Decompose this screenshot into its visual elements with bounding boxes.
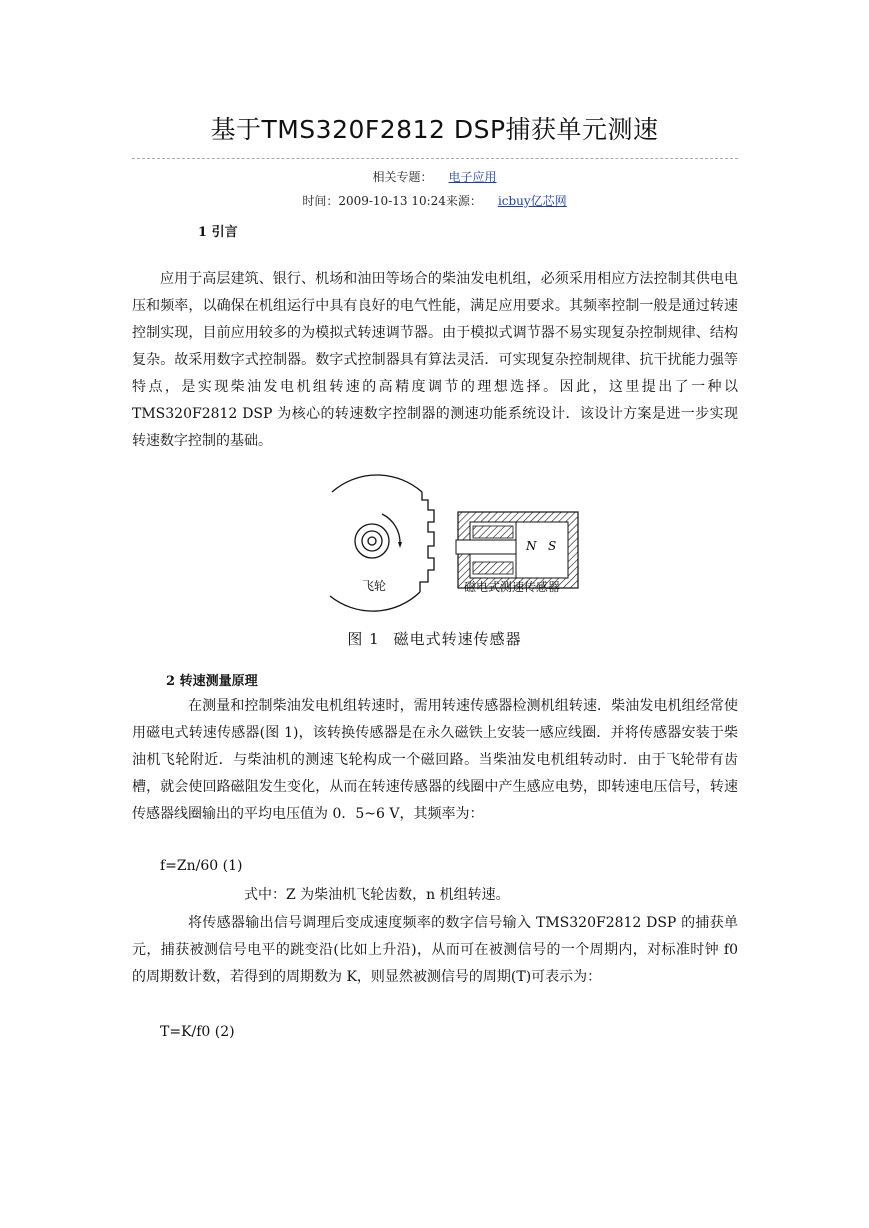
topic-label: 相关专题： bbox=[372, 170, 433, 184]
title-divider bbox=[132, 158, 738, 159]
capture-paragraph: 将传感器输出信号调理后变成速度频率的数字信号输入 TMS320F2812 DSP 的捕获单元，捕获被测信号电平的跳变沿(比如上升沿)，从而可在被测信号的一个周期内，对标准时钟 f0 的周期数计数，若得到的周期数为 K，则显然被测信号的周期(T)可表示为： bbox=[132, 915, 738, 985]
figure-sensor-diagram bbox=[320, 470, 590, 620]
flywheel-label: 飞轮 bbox=[362, 579, 387, 593]
sensor-diagram-graphic bbox=[320, 470, 590, 620]
sensor-body-shape bbox=[456, 512, 578, 588]
source-link[interactable]: icbuy亿芯网 bbox=[497, 194, 567, 208]
figure-caption-text: 磁电式转速传感器 bbox=[393, 630, 522, 648]
meta-topic-line bbox=[0, 168, 869, 185]
meta-time-line bbox=[0, 192, 869, 209]
figure-caption-number: 图 1 bbox=[347, 630, 380, 648]
topic-link[interactable]: 电子应用 bbox=[448, 170, 497, 184]
south-pole-label: S bbox=[548, 539, 557, 553]
section-heading-intro: 1 引言 bbox=[198, 225, 238, 240]
formula-explanation: 式中：Z 为柴油机飞轮齿数，n 机组转速。 bbox=[244, 887, 510, 903]
formula-period: T=K/f0 (2) bbox=[160, 1024, 235, 1040]
source-label: 来源： bbox=[445, 194, 482, 208]
time-value: 2009-10-13 10:24 bbox=[338, 194, 446, 208]
time-label: 时间： bbox=[302, 194, 339, 208]
intro-paragraph: 应用于高层建筑、银行、机场和油田等场合的柴油发电机组，必须采用相应方法控制其供电电压和频率，以确保在机组运行中具有良好的电气性能，满足应用要求。其频率控制一般是通过转速控制实现，目前应用较多的为模拟式转速调节器。由于模拟式调节器不易实现复杂控制规律、结构复杂。故采用数字式控制器。数字式控制器具有算法灵活．可实现复杂控制规律、抗干扰能力强等特点，是实现柴油发电机组转速的高精度调节的理想选择。因此，这里提出了一种以 TMS320F2812 DSP 为核心的转速数字控制器的测速功能系统设计．该设计方案是进一步实现转速数字控制的基础。 bbox=[132, 271, 738, 449]
sensor-label: 磁电式测速传感器 bbox=[464, 580, 561, 594]
article-title: 基于TMS320F2812 DSP捕获单元测速 bbox=[210, 115, 659, 144]
principle-paragraph: 在测量和控制柴油发电机组转速时，需用转速传感器检测机组转速．柴油发电机组经常使用磁电式转速传感器(图 1)，该转换传感器是在永久磁铁上安装一感应线圈．并将传感器安装于柴油机飞轮附近．与柴油机的测速飞轮构成一个磁回路。当柴油发电机组转动时．由于飞轮带有齿槽，就会使回路磁阻发生变化，从而在转速传感器的线圈中产生感应电势，即转速电压信号，转速传感器线圈输出的平均电压值为 0．5~6 V，其频率为： bbox=[132, 698, 738, 822]
figure-caption bbox=[0, 628, 869, 649]
formula-frequency: f=Zn/60 (1) bbox=[160, 858, 243, 874]
section-heading-principle: 2 转速测量原理 bbox=[166, 674, 258, 689]
north-pole-label: N bbox=[526, 539, 537, 553]
